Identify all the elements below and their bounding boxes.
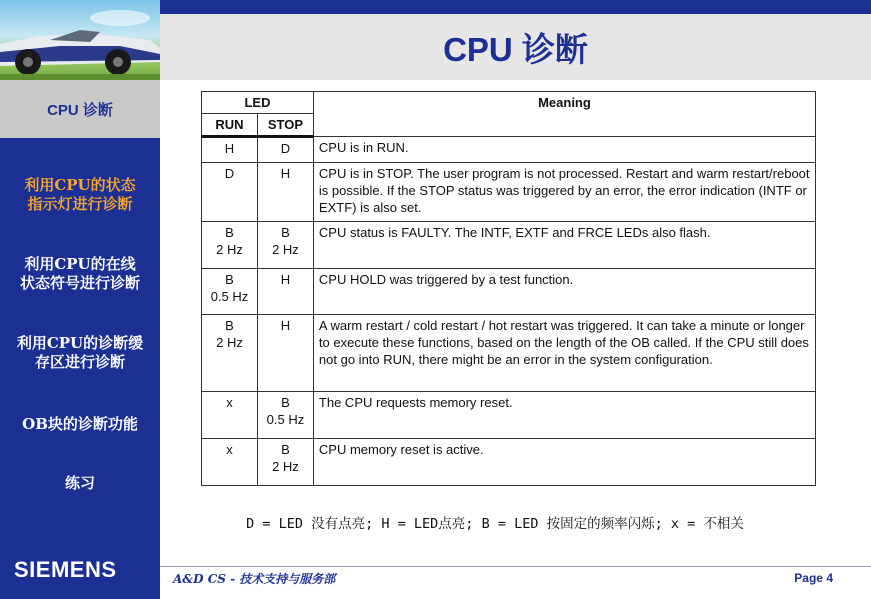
cell-stop: B 2 Hz	[257, 439, 313, 486]
sidebar-item-status-led-diagnostics[interactable]	[0, 176, 160, 214]
cell-meaning: CPU is in RUN.	[313, 137, 815, 163]
section-tab-cpu-diagnostics[interactable]	[0, 80, 160, 138]
cell-run: D	[202, 163, 258, 222]
led-status-table	[201, 91, 816, 486]
sidebar-item-label: 利用CPU的在线 状态符号进行诊断	[19, 255, 140, 292]
race-car-banner-image	[0, 0, 160, 80]
cell-stop: H	[257, 269, 313, 315]
table-row	[202, 439, 816, 486]
sidebar-item-online-status-diagnostics[interactable]	[0, 255, 160, 293]
cell-meaning: CPU is in STOP. The user program is not processed. Restart and warm restart/reboot is possible. If the STOP status was triggered by an error, the error indication (INTF or EXTF) is also set.	[313, 163, 815, 222]
cell-stop: B 0.5 Hz	[257, 392, 313, 439]
cell-stop: D	[257, 137, 313, 163]
sidebar-item-label: 利用CPU的诊断缓 存区进行诊断	[16, 334, 144, 371]
cell-meaning: CPU HOLD was triggered by a test function.	[313, 269, 815, 315]
footer-divider	[160, 566, 871, 567]
page-title: CPU 诊断	[443, 30, 588, 68]
cell-meaning: The CPU requests memory reset.	[313, 392, 815, 439]
header-meaning: Meaning	[313, 92, 815, 137]
race-car-illustration	[0, 0, 160, 80]
sidebar-item-exercise[interactable]	[0, 474, 160, 493]
cell-stop: H	[257, 315, 313, 392]
header-run: RUN	[202, 114, 258, 137]
legend-footnote: D = LED 没有点亮; H = LED点亮; B = LED 按固定的频率闪烁; x = 不相关	[246, 516, 744, 532]
top-bar	[160, 0, 871, 14]
cell-run: B 2 Hz	[202, 315, 258, 392]
table-row	[202, 269, 816, 315]
page-number: Page 4	[794, 571, 833, 585]
header-led: LED	[202, 92, 314, 114]
cell-run: H	[202, 137, 258, 163]
left-sidebar	[0, 0, 160, 599]
cell-meaning: A warm restart / cold restart / hot restart was triggered. It can take a minute or longer to execute these functions, based on the length of the OB called. If the CPU still does not go into RUN, there might be an error in the system configuration.	[313, 315, 815, 392]
section-tab-label: CPU 诊断	[47, 101, 113, 119]
cell-run: B 0.5 Hz	[202, 269, 258, 315]
sidebar-item-ob-diagnostics[interactable]	[0, 415, 160, 434]
sidebar-item-label: 利用CPU的状态 指示灯进行诊断	[24, 176, 136, 213]
cell-run: x	[202, 392, 258, 439]
sidebar-item-label: 练习	[64, 474, 95, 492]
footer-department: A&D CS - 技术支持与服务部	[173, 572, 336, 586]
cell-meaning: CPU memory reset is active.	[313, 439, 815, 486]
sidebar-item-label: OB块的诊断功能	[22, 415, 138, 433]
cell-stop: H	[257, 163, 313, 222]
table-row	[202, 392, 816, 439]
cell-meaning: CPU status is FAULTY. The INTF, EXTF and FRCE LEDs also flash.	[313, 222, 815, 269]
table-row	[202, 222, 816, 269]
cell-run: x	[202, 439, 258, 486]
table-row	[202, 315, 816, 392]
siemens-logo: SIEMENS	[14, 557, 117, 582]
table-row	[202, 137, 816, 163]
header-stop: STOP	[257, 114, 313, 137]
cell-run: B 2 Hz	[202, 222, 258, 269]
table-header-row	[202, 92, 816, 114]
table-row	[202, 163, 816, 222]
cell-stop: B 2 Hz	[257, 222, 313, 269]
sidebar-item-diagnostic-buffer[interactable]	[0, 334, 160, 372]
